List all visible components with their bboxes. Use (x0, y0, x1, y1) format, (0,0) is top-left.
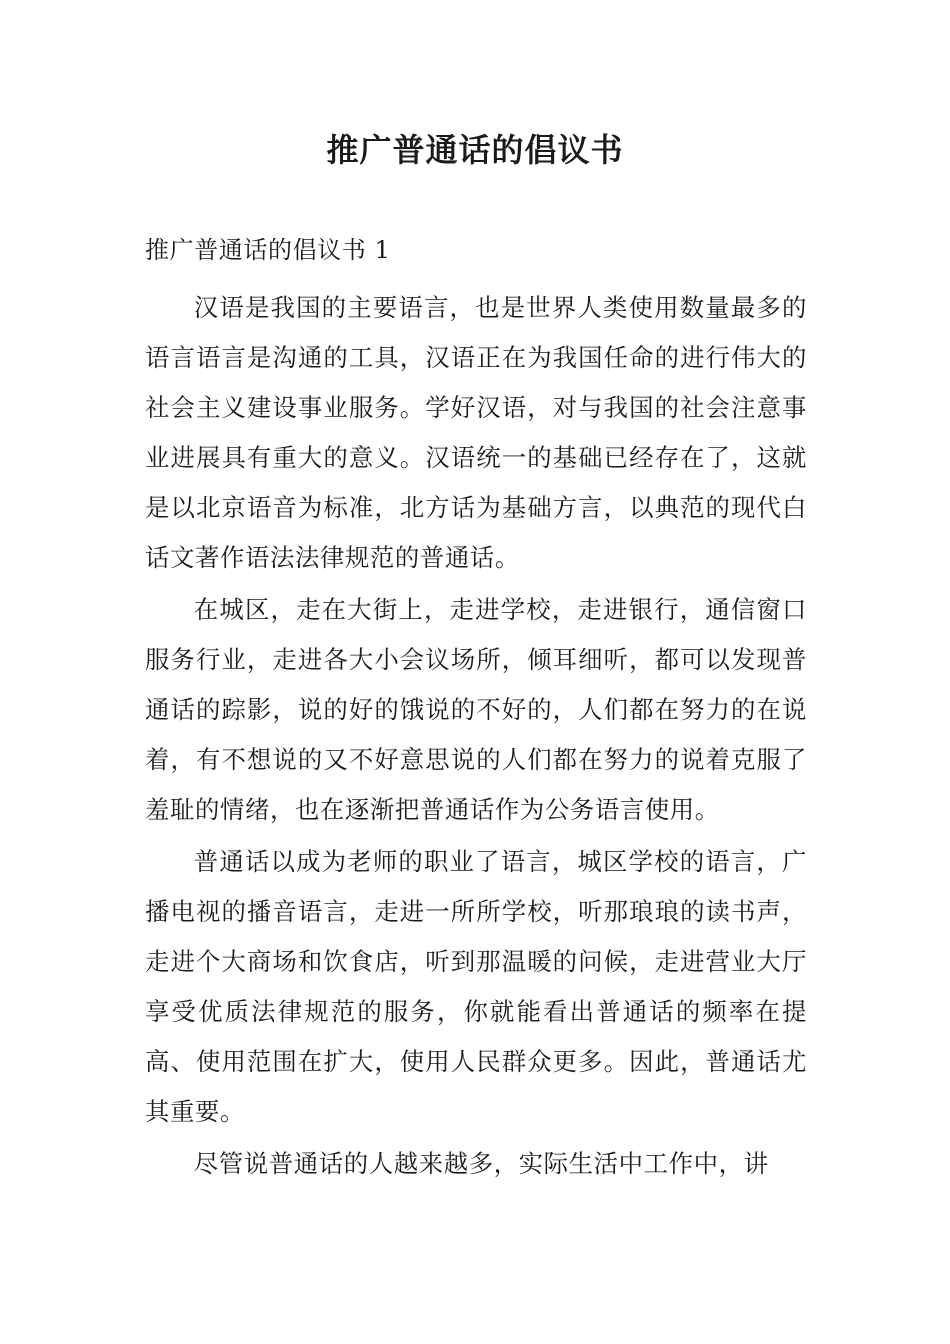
document-title: 推广普通话的倡议书 (326, 131, 624, 169)
section-heading: 推广普通话的倡议书 1 (145, 236, 391, 264)
paragraph-1: 汉语是我国的主要语言，也是世界人类使用数量最多的语言语言是沟通的工具，汉语正在为我国任命的进行伟大的社会主义建设事业服务。学好汉语，对与我国的社会注意事业进展具有重大的意义。汉语统一的基础已经存在了，这就是以北京语音为标准，北方话为基础方言，以典范的现代白话文著作语法法律规范的普通话。 (145, 293, 807, 572)
paragraph-4: 尽管说普通话的人越来越多，实际生活中工作中，讲 (193, 1149, 769, 1178)
paragraph-3: 普通话以成为老师的职业了语言，城区学校的语言，广播电视的播音语言，走进一所所学校，听那琅琅的读书声，走进个大商场和饮食店，听到那温暖的问候，走进营业大厅享受优质法律规范的服务，你就能看出普通话的频率在提高、使用范围在扩大，使用人民群众更多。因此，普通话尤其重要。 (145, 847, 807, 1126)
paragraph-2: 在城区，走在大街上，走进学校，走进银行，通信窗口服务行业，走进各大小会议场所，倾耳细听，都可以发现普通话的踪影，说的好的饿说的不好的，人们都在努力的在说着，有不想说的又不好意思说的人们都在努力的说着克服了羞耻的情绪，也在逐渐把普通话作为公务语言使用。 (145, 595, 807, 824)
document-body (145, 230, 807, 1191)
